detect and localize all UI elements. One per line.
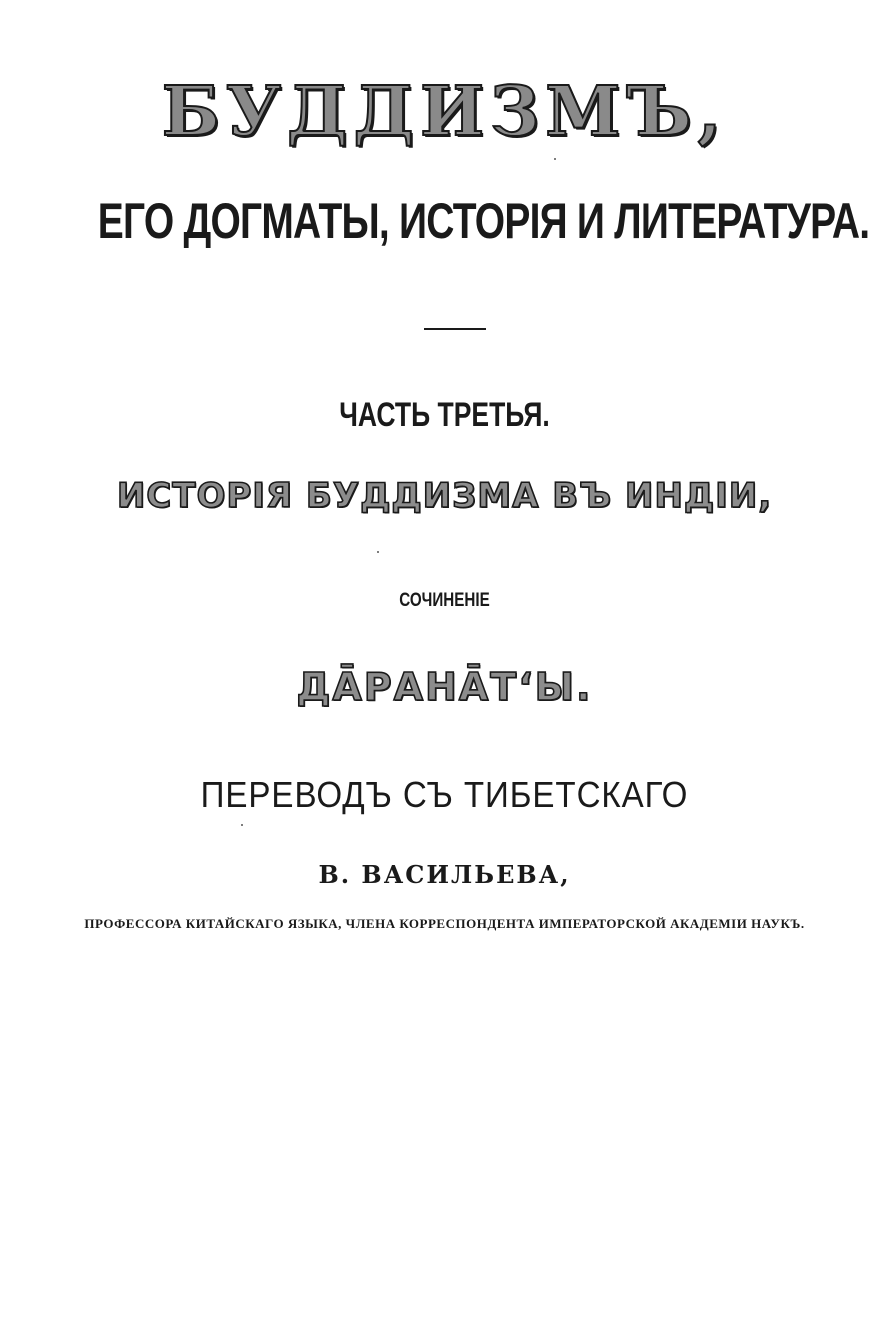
book-subtitle: ЕГО ДОГМАТЫ, ИСТОРІЯ И ЛИТЕРАТУРА. [97,193,870,249]
translator-name: В. ВАСИЛЬЕВА, [318,860,571,889]
divider-rule [424,328,486,330]
author-name: ДА̄РАНА̄Т‘Ы. [296,665,593,709]
composition-label: СОЧИНЕНІЕ [399,590,490,611]
print-speck [554,158,556,160]
book-title: БУДДИЗМЪ, [161,72,728,152]
volume-title: ИСТОРІЯ БУДДИЗМА ВЪ ИНДІИ, [116,476,773,516]
print-speck [377,551,379,553]
print-speck [241,824,243,826]
translator-credentials: ПРОФЕССОРА КИТАЙСКАГО ЯЗЫКА, ЧЛЕНА КОРРЕСПОНДЕНТА ИМПЕРАТОРСКОЙ АКАДЕМІИ НАУКЪ. [84,916,805,931]
part-heading: ЧАСТЬ ТРЕТЬЯ. [339,396,550,434]
translation-note: ПЕРЕВОДЪ СЪ ТИБЕТСКАГО [200,774,689,815]
